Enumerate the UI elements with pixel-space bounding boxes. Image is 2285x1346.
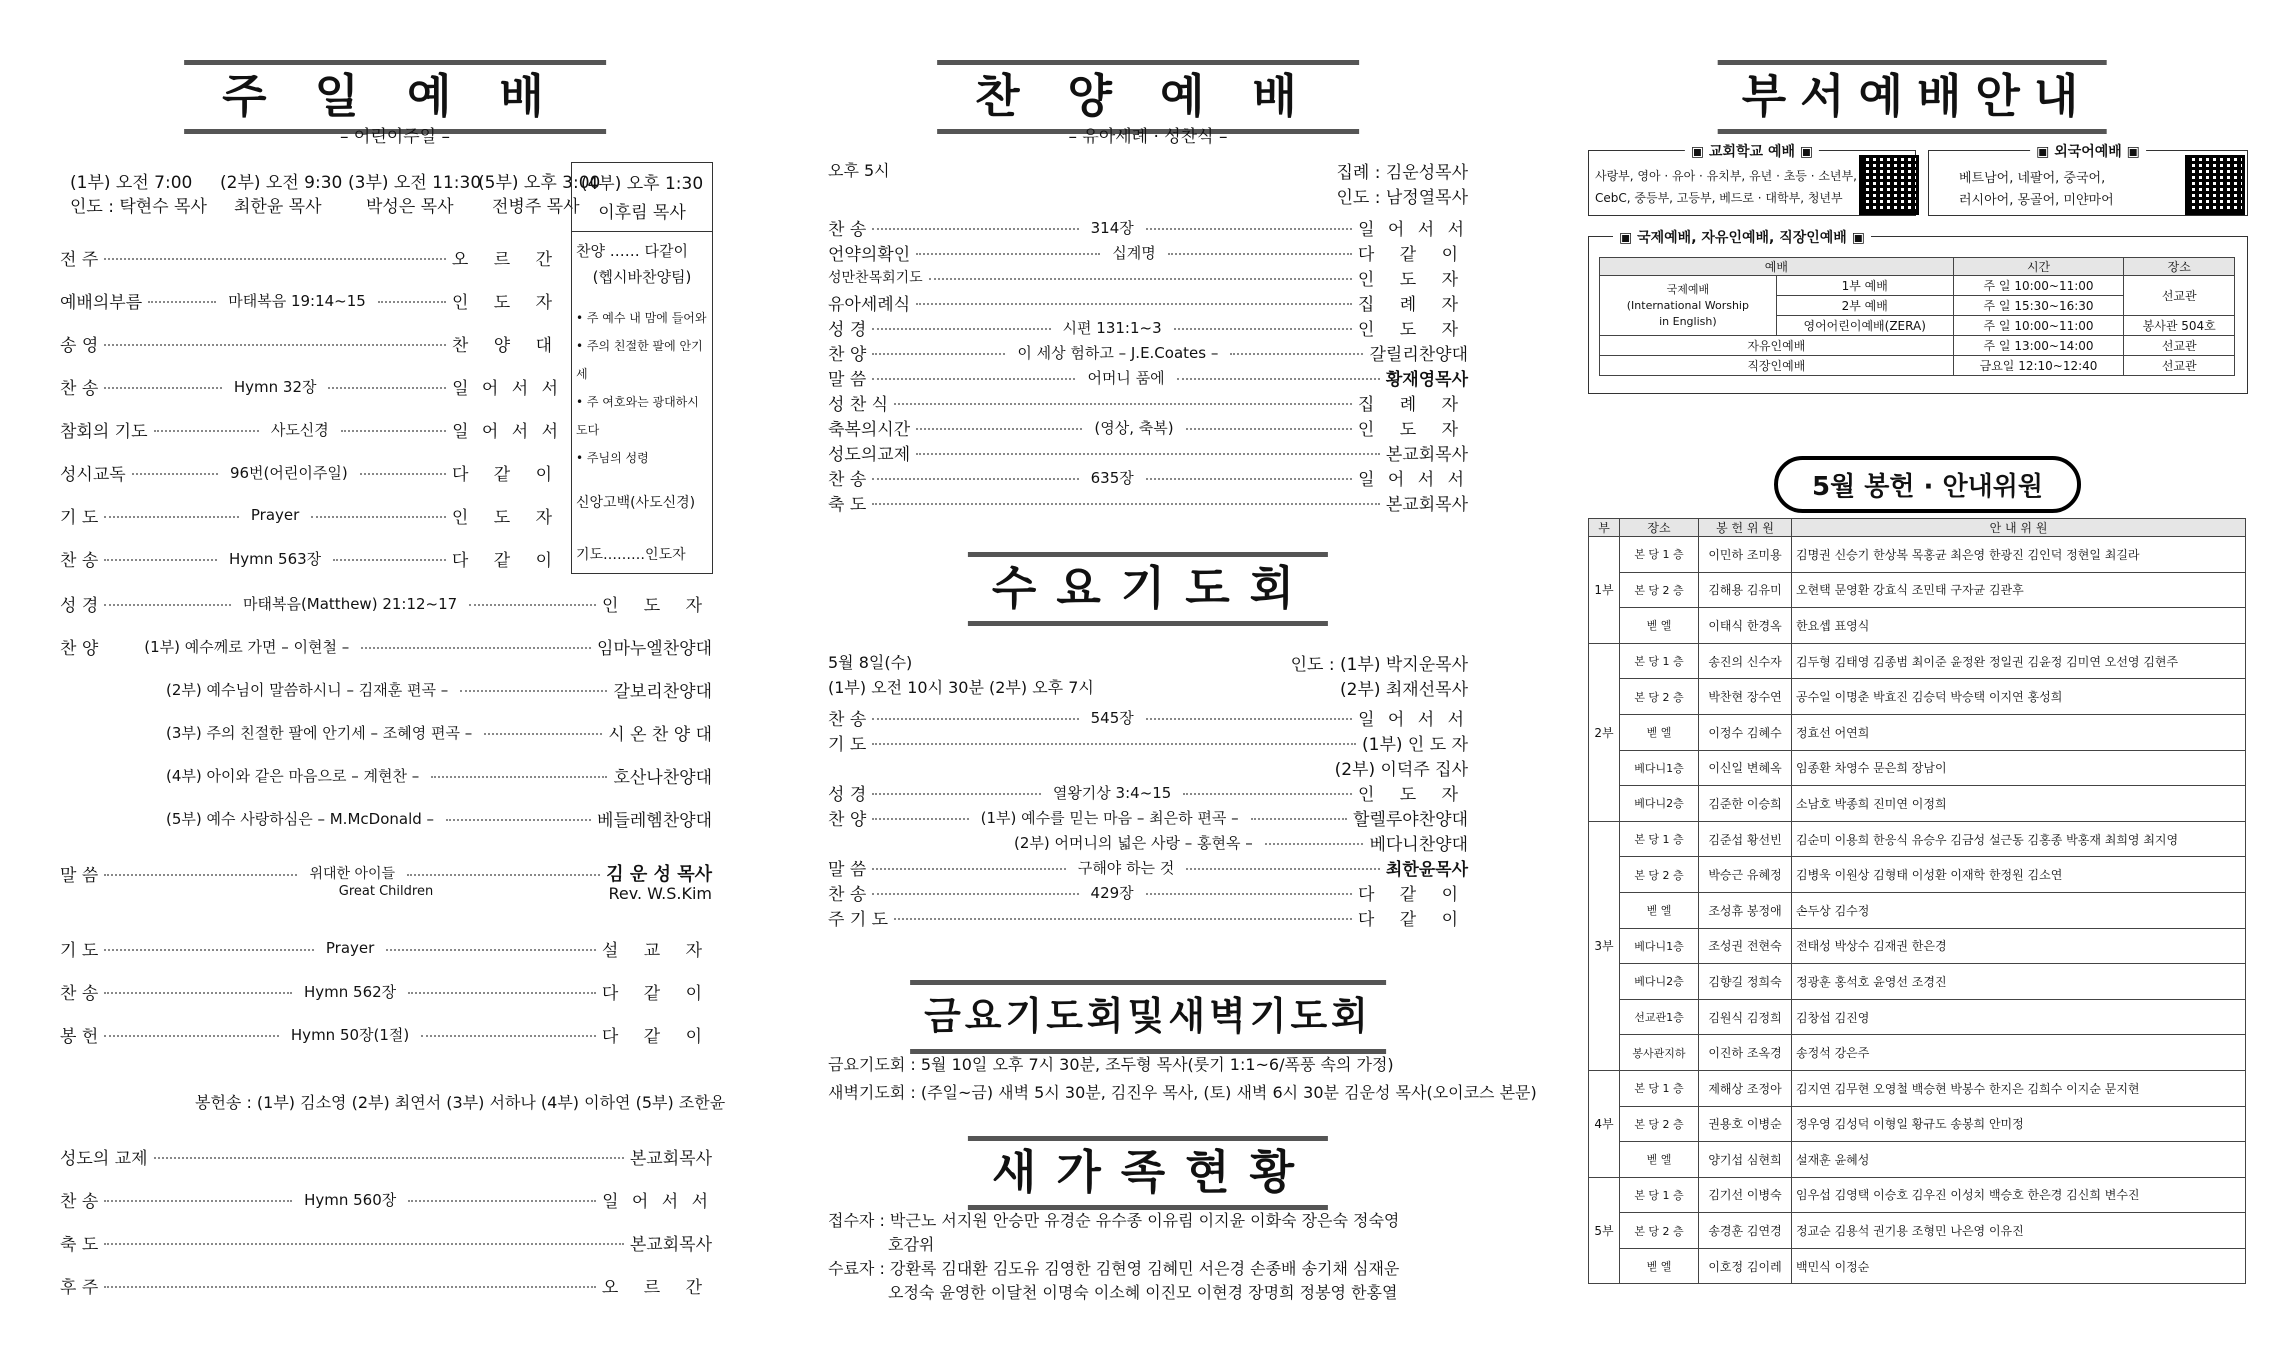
friday-prayer-info: 금요기도회 : 5월 10일 오후 7시 30분, 조두형 목사(룻기 1:1~6/폭풍 속의 가정) <box>828 1055 1394 1074</box>
church-school-line2: CebC, 중등부, 고등부, 베드로 · 대학부, 청년부 <box>1595 191 1843 205</box>
usher-service-group: 1부 <box>1589 537 1620 644</box>
order-row: 성만찬목회기도 인 도 자 <box>828 269 1468 290</box>
intl-heading: ▣ 국제예배, 자유인예배, 직장인예배 ▣ <box>1613 227 1871 247</box>
praise-order <box>828 214 1468 514</box>
offering-singers: 봉헌송 : (1부) 김소영 (2부) 최연서 (3부) 서하나 (4부) 이하연 (5부) 조한윤 <box>195 1093 726 1112</box>
usher-place: 본 당 2 층 <box>1620 857 1699 893</box>
usher-place: 베다니1층 <box>1620 928 1699 964</box>
usher-row <box>1589 786 2246 822</box>
usher-row <box>1589 1213 2246 1249</box>
usher-row <box>1589 892 2246 928</box>
usher-row <box>1589 679 2246 715</box>
order-part3 <box>60 935 712 1065</box>
service-4-time: (4부) 오후 1:30 <box>580 174 704 194</box>
usher-table: 부 장소 봉 헌 위 원 안 내 위 원 1부 본 당 1 층 이민하 조미용 김명권 신승기 한상복 목홍균 최은영 한광진 김인덕 정현일 최길라 본 당 2 층 김해용 김유미 오현택 문영환 강효식 조민태 구자균 김관후 벧 엘 이태식 한경옥 한요셉 표영식 2부 본 당 1 층 송진의 신수자 김두형 김태영 김종범 최이준 윤정완 정일권 김윤정 김미연 오선영 김현주 본 당 2 층 박찬현 장수연 공수일 이명춘 박효진 김승덕 박승택 이지연 홍성희 벧 엘 이정수 김혜수 정효선 어연희 베다니1층 이신일 변혜옥 임종환 차영수 문은희 장남이 베다니2층 김준한 이승희 소남호 박종희 진미연 이정희 3부 본 당 1 층 김준섭 황선빈 김순미 이용희 한응식 유승우 김금성 설근동 김홍종 박홍재 최희영 최지영 본 당 2 층 박승근 유혜정 김병욱 이원상 김형태 이성환 이재학 한정원 김소연 벧 엘 조성휴 봉정애 손두상 김수정 베다니1층 조성권 전현숙 전태성 박상수 김재권 한은경 베다니2층 김향길 정희숙 정광훈 홍석호 윤영선 조경진 선교관1층 김원식 김정희 김창섭 김진영 봉사관지하 이진하 조옥경 송정석 강은주 4부 본 당 1 층 제해상 조정아 김지연 김무현 오영철 백승현 박봉수 한지은 김희수 이지순 문지현 본 당 2 층 권용호 이병순 정우영 김성덕 이형일 황규도 송봉희 안미정 벧 엘 양기섭 심현희 설재훈 윤혜성 5부 본 당 1 층 김기선 이병숙 임우섭 김영택 이승호 김우진 이성치 백승호 한은경 김신희 변수진 본 당 2 층 송경훈 김연경 정교순 김용석 권기용 조형민 나은영 이유진 벧 엘 이호정 김이레 백민식 이정순 <box>1588 518 2246 1284</box>
offering-committee: 김해용 김유미 <box>1699 572 1792 608</box>
offering-committee: 박승근 유혜정 <box>1699 857 1792 893</box>
offering-committee: 이민하 조미용 <box>1699 537 1792 573</box>
order-row: 찬 양 이 세상 험하고 – J.E.Coates – 갈릴리찬양대 <box>828 343 1469 365</box>
order-part2 <box>60 590 712 850</box>
usher-committee: 김창섭 김진영 <box>1792 999 2246 1035</box>
department-column <box>1578 0 2246 1346</box>
department-worship-title: 부서예배안내 <box>1718 60 2107 134</box>
usher-place: 본 당 1 층 <box>1620 537 1699 573</box>
order-row: 참회의 기도 사도신경 일 어 서 서 <box>60 420 563 442</box>
usher-committee: 공수일 이명춘 박효진 김승덕 박승택 이지연 홍성희 <box>1792 679 2246 715</box>
offering-committee: 김준한 이승희 <box>1699 786 1792 822</box>
usher-place: 벧 엘 <box>1620 714 1699 750</box>
offering-committee: 양기섭 심현희 <box>1699 1142 1792 1178</box>
praise-leader: 인도 : 남정열목사 <box>1336 188 1468 208</box>
usher-committee: 정광훈 홍석호 윤영선 조경진 <box>1792 964 2246 1000</box>
church-school-box <box>1588 144 1916 216</box>
wed-order <box>828 704 1468 944</box>
order-row: 성시교독 96번(어린이주일) 다 같 이 <box>60 463 563 485</box>
usher-committee: 정효선 어연희 <box>1792 714 2246 750</box>
order-row: 후 주 오 르 간 <box>60 1277 712 1298</box>
service-2-time: (2부) 오전 9:30 <box>220 173 343 193</box>
new-family-registered-cont: 호감위 <box>888 1235 935 1254</box>
foreign-line2: 러시아어, 몽골어, 미얀마어 <box>1959 193 2114 208</box>
box4-line: 신앙고백(사도신경) <box>576 495 696 511</box>
offering-committee: 김준섭 황선빈 <box>1699 821 1792 857</box>
offering-committee: 김향길 정희숙 <box>1699 964 1792 1000</box>
intl-worship-box <box>1588 230 2248 394</box>
usher-place: 본 당 1 층 <box>1620 1177 1699 1213</box>
usher-committee: 설재훈 윤혜성 <box>1792 1142 2246 1178</box>
box4-line: 기도………인도자 <box>576 547 686 563</box>
service-1-leader: 인도 : 탁현수 목사 <box>70 197 207 217</box>
praise-worship-column <box>818 0 1537 1346</box>
usher-service-group: 3부 <box>1589 821 1620 1070</box>
friday-dawn-prayer-title: 금요기도회및새벽기도회 <box>910 980 1386 1054</box>
offering-committee: 이신일 변혜옥 <box>1699 750 1792 786</box>
praise-officiant: 집례 : 김운성목사 <box>1336 163 1468 183</box>
order-row: 축 도 본교회목사 <box>60 1234 712 1255</box>
service-4-box <box>571 162 713 574</box>
usher-row <box>1589 964 2246 1000</box>
usher-committee: 전태성 박상수 김재권 한은경 <box>1792 928 2246 964</box>
order-row: 기 도 Prayer 인 도 자 <box>60 506 562 528</box>
usher-row <box>1589 1142 2246 1178</box>
order-row: 축복의시간 (영상, 축복) 인 도 자 <box>828 418 1468 440</box>
usher-row <box>1589 1248 2246 1284</box>
usher-place: 본 당 1 층 <box>1620 821 1699 857</box>
intl-worship-table: 예배 시간 장소 국제예배 (International Worship in English) 1부 예배 주 일 10:00~11:00 선교관 2부 예배 주 일 15:30~16:30 영어어린이예배(ZERA) 주 일 10:00~11:00 봉사관 504호 자유인예배 주 일 13:00~14:00 선교관 직장인예배 금요일 12:10~12:40 선교관 <box>1599 257 2235 376</box>
order-row: (2부) 예수님이 말씀하시니 – 김재훈 편곡 – 갈보리찬양대 <box>60 676 712 702</box>
foreign-line1: 베트남어, 네팔어, 중국어, <box>1959 171 2106 186</box>
order-row: 성 경 시편 131:1~3 인 도 자 <box>828 318 1469 340</box>
usher-place: 본 당 2 층 <box>1620 1213 1699 1249</box>
order-row: 성 경 마태복음(Matthew) 21:12~17 인 도 자 <box>60 594 713 616</box>
usher-row <box>1589 537 2246 573</box>
order-row: 성도의교제 본교회목사 <box>828 444 1468 465</box>
sunday-worship-title: 주일예배 <box>184 60 606 134</box>
usher-row <box>1589 857 2246 893</box>
wednesday-prayer-title: 수요기도회 <box>968 552 1328 626</box>
usher-row <box>1589 928 2246 964</box>
offering-committee: 이호정 김이레 <box>1699 1248 1792 1284</box>
order-row: 찬 송 Hymn 560장 일 어 서 서 <box>60 1190 713 1212</box>
usher-place: 벧 엘 <box>1620 1142 1699 1178</box>
offering-committee: 조성휴 봉정애 <box>1699 892 1792 928</box>
wed-date: 5월 8일(수) <box>828 653 913 672</box>
order-row: 찬 송 Hymn 562장 다 같 이 <box>60 982 712 1004</box>
usher-place: 벧 엘 <box>1620 892 1699 928</box>
usher-place: 베다니2층 <box>1620 786 1699 822</box>
order-row: 예배의부름 마태복음 19:14~15 인 도 자 <box>60 291 563 313</box>
order-row: (2부) 어머니의 넓은 사랑 – 홍현옥 – 베다니찬양대 <box>828 829 1468 855</box>
sunday-subtitle: – 어린이주일 – <box>340 127 450 147</box>
order-row: 찬 송 Hymn 563장 다 같 이 <box>60 549 562 571</box>
foreign-language-box <box>1928 144 2248 216</box>
usher-place: 베다니1층 <box>1620 750 1699 786</box>
new-family-completed: 수료자 : 강환록 김대환 김도유 김영한 김현영 김혜민 서은경 손종배 송기채 심재운 <box>828 1259 1400 1278</box>
order-row: 언약의확인 십계명 다 같 이 <box>828 243 1468 265</box>
usher-row <box>1589 572 2246 608</box>
usher-committee: 소남호 박종희 진미연 이정희 <box>1792 786 2246 822</box>
service-3-leader: 박성은 목사 <box>366 197 454 217</box>
offering-committee: 김기선 이병숙 <box>1699 1177 1792 1213</box>
offering-committee: 이정수 김혜수 <box>1699 714 1792 750</box>
usher-place: 본 당 2 층 <box>1620 1106 1699 1142</box>
offering-usher-title: 5월 봉헌 · 안내위원 <box>1774 456 2081 513</box>
offering-committee: 권용호 이병순 <box>1699 1106 1792 1142</box>
service-5-leader: 전병주 목사 <box>492 197 580 217</box>
praise-worship-title: 찬양예배 <box>937 60 1359 134</box>
order-row: 찬 송 429장 다 같 이 <box>828 883 1469 905</box>
dawn-prayer-info: 새벽기도회 : (주일~금) 새벽 5시 30분, 김진우 목사, (토) 새벽 6시 30분 김운성 목사(오이코스 본문) <box>828 1083 1537 1102</box>
offering-committee: 송진의 신수자 <box>1699 643 1792 679</box>
usher-committee: 송정석 강은주 <box>1792 1035 2246 1071</box>
praise-subtitle: – 유아세례 · 성찬식 – <box>1068 127 1228 147</box>
usher-place: 베다니2층 <box>1620 964 1699 1000</box>
order-row: 성 경 열왕기상 3:4~15 인 도 자 <box>828 783 1469 805</box>
usher-committee: 김병욱 이원상 김형태 이성환 이재학 한정원 김소연 <box>1792 857 2246 893</box>
order-part4 <box>60 1143 712 1313</box>
order-row: 송 영 찬 양 대 <box>60 335 562 356</box>
usher-committee: 손두상 김수정 <box>1792 892 2246 928</box>
usher-service-group: 4부 <box>1589 1070 1620 1177</box>
wed-time: (1부) 오전 10시 30분 (2부) 오후 7시 <box>828 678 1094 697</box>
order-row: 주 기 도 다 같 이 <box>828 909 1468 930</box>
order-row: 찬 양 (1부) 예수를 믿는 마음 – 최은하 편곡 – 할렐루야찬양대 <box>828 808 1468 830</box>
box4-line: 찬양 …… 다같이 <box>576 242 688 260</box>
usher-place: 벧 엘 <box>1620 608 1699 644</box>
box4-song: • 주의 친절한 팔에 안기세 <box>576 339 703 381</box>
order-row: 봉 헌 Hymn 50장(1절) 다 같 이 <box>60 1025 712 1047</box>
order-row: 유아세례식 집 례 자 <box>828 294 1468 315</box>
usher-row <box>1589 1070 2246 1106</box>
usher-row <box>1589 608 2246 644</box>
qr-code-icon <box>2185 155 2245 215</box>
usher-row <box>1589 1106 2246 1142</box>
order-row: 찬 송 Hymn 32장 일 어 서 서 <box>60 377 562 399</box>
offering-committee: 박찬현 장수연 <box>1699 679 1792 715</box>
order-row: 찬 송 635장 일 어 서 서 <box>828 468 1468 490</box>
box4-song: • 주 여호와는 광대하시도다 <box>576 395 699 437</box>
usher-row <box>1589 1035 2246 1071</box>
order-row: (5부) 예수 사랑하심은 – M.McDonald – 베들레헴찬양대 <box>60 805 712 831</box>
box4-line: (헵시바찬양팀) <box>592 268 692 286</box>
usher-committee: 임우섭 김영택 이승호 김우진 이성치 백승호 한은경 김신희 변수진 <box>1792 1177 2246 1213</box>
service-5-time: (5부) 오후 3:00 <box>478 173 601 193</box>
foreign-heading: ▣ 외국어예배 ▣ <box>2030 141 2146 161</box>
sunday-worship-column <box>50 0 740 1346</box>
wed-leader-1: 인도 : (1부) 박지운목사 <box>1290 655 1468 675</box>
usher-place: 본 당 1 층 <box>1620 643 1699 679</box>
church-school-line1: 사랑부, 영아 · 유아 · 유치부, 유년 · 초등 · 소년부, <box>1595 169 1857 183</box>
order-row: 전 주 오 르 간 <box>60 249 562 270</box>
order-row: 말 씀 구해야 하는 것 최한윤목사 <box>828 858 1469 880</box>
order-part1 <box>60 244 562 574</box>
usher-committee: 김두형 김태영 김종범 최이준 윤정완 정일권 김윤정 김미연 오선영 김현주 <box>1792 643 2246 679</box>
order-row: 말 씀 어머니 품에 황재영목사 <box>828 368 1468 390</box>
box4-song: • 주님의 성령 <box>576 451 649 465</box>
order-row: 찬 양 (1부) 예수께로 가면 – 이현철 – 임마누엘찬양대 <box>60 637 712 659</box>
usher-committee: 백민식 이정순 <box>1792 1248 2246 1284</box>
offering-committee: 김원식 김정희 <box>1699 999 1792 1035</box>
wed-leader-2: (2부) 최재선목사 <box>1339 680 1468 700</box>
offering-committee: 제해상 조정아 <box>1699 1070 1792 1106</box>
order-row: (4부) 아이와 같은 마음으로 – 계현찬 – 호산나찬양대 <box>60 762 712 788</box>
usher-place: 봉사관지하 <box>1620 1035 1699 1071</box>
usher-committee: 임종환 차영수 문은희 장남이 <box>1792 750 2246 786</box>
order-row: (3부) 주의 친절한 팔에 안기세 – 조혜영 편곡 – 시 온 찬 양 대 <box>60 719 712 745</box>
order-row: 기 도 (1부) 인 도 자 <box>828 734 1468 755</box>
usher-committee: 김순미 이용희 한응식 유승우 김금성 설근동 김홍종 박홍재 최희영 최지영 <box>1792 821 2246 857</box>
usher-service-group: 5부 <box>1589 1177 1620 1284</box>
usher-row <box>1589 1177 2246 1213</box>
praise-time: 오후 5시 <box>828 161 890 180</box>
order-row: 기 도 Prayer 설 교 자 <box>60 939 712 961</box>
usher-place: 본 당 2 층 <box>1620 679 1699 715</box>
offering-committee: 조성권 전현숙 <box>1699 928 1792 964</box>
offering-committee: 송경훈 김연경 <box>1699 1213 1792 1249</box>
order-row: 성 찬 식 집 례 자 <box>828 394 1468 415</box>
order-row: (2부) 이덕주 집사 <box>1334 759 1468 780</box>
offering-committee: 이태식 한경옥 <box>1699 608 1792 644</box>
service-3-time: (3부) 오전 11:30 <box>348 173 482 193</box>
usher-row <box>1589 643 2246 679</box>
qr-code-icon <box>1859 155 1919 215</box>
new-family-completed-cont: 오정숙 윤영한 이달천 이명숙 이소혜 이진모 이현경 장명희 정봉영 한홍열 <box>888 1283 1398 1302</box>
service-1-time: (1부) 오전 7:00 <box>70 173 193 193</box>
usher-place: 본 당 2 층 <box>1620 572 1699 608</box>
usher-service-group: 2부 <box>1589 643 1620 821</box>
new-family-title: 새가족현황 <box>968 1136 1328 1210</box>
new-family-registered: 접수자 : 박근노 서지원 안승만 유경순 유수종 이유림 이지윤 이화숙 장은숙 정숙영 <box>828 1211 1400 1230</box>
usher-committee: 정우영 김성덕 이형일 황규도 송봉희 안미정 <box>1792 1106 2246 1142</box>
box4-song: • 주 예수 내 맘에 들어와 <box>576 311 707 325</box>
usher-committee: 김지연 김무현 오영철 백승현 박봉수 한지은 김희수 이지순 문지현 <box>1792 1070 2246 1106</box>
usher-row <box>1589 750 2246 786</box>
usher-place: 본 당 1 층 <box>1620 1070 1699 1106</box>
usher-committee: 김명권 신승기 한상복 목홍균 최은영 한광진 김인덕 정현일 최길라 <box>1792 537 2246 573</box>
sermon-row: 말 씀 위대한 아이들 김 운 성 목사 Great Children Rev. W.S.Kim <box>60 864 713 903</box>
church-school-heading: ▣ 교회학교 예배 ▣ <box>1685 141 1819 161</box>
usher-row <box>1589 821 2246 857</box>
usher-row <box>1589 714 2246 750</box>
offering-committee: 이진하 조옥경 <box>1699 1035 1792 1071</box>
order-row: 성도의 교제 본교회목사 <box>60 1148 712 1169</box>
order-row: 축 도 본교회목사 <box>828 494 1468 515</box>
service-4-leader: 이후림 목사 <box>598 203 686 223</box>
usher-committee: 오현택 문영환 강효식 조민태 구자균 김관후 <box>1792 572 2246 608</box>
usher-place: 선교관1층 <box>1620 999 1699 1035</box>
order-row: 찬 송 314장 일 어 서 서 <box>828 218 1468 240</box>
usher-committee: 한요셉 표영식 <box>1792 608 2246 644</box>
service-2-leader: 최한윤 목사 <box>234 197 322 217</box>
usher-place: 벧 엘 <box>1620 1248 1699 1284</box>
order-row: 찬 송 545장 일 어 서 서 <box>828 708 1468 730</box>
service-4-order <box>572 231 712 574</box>
usher-row <box>1589 999 2246 1035</box>
usher-committee: 정교순 김용석 권기용 조형민 나은영 이유진 <box>1792 1213 2246 1249</box>
